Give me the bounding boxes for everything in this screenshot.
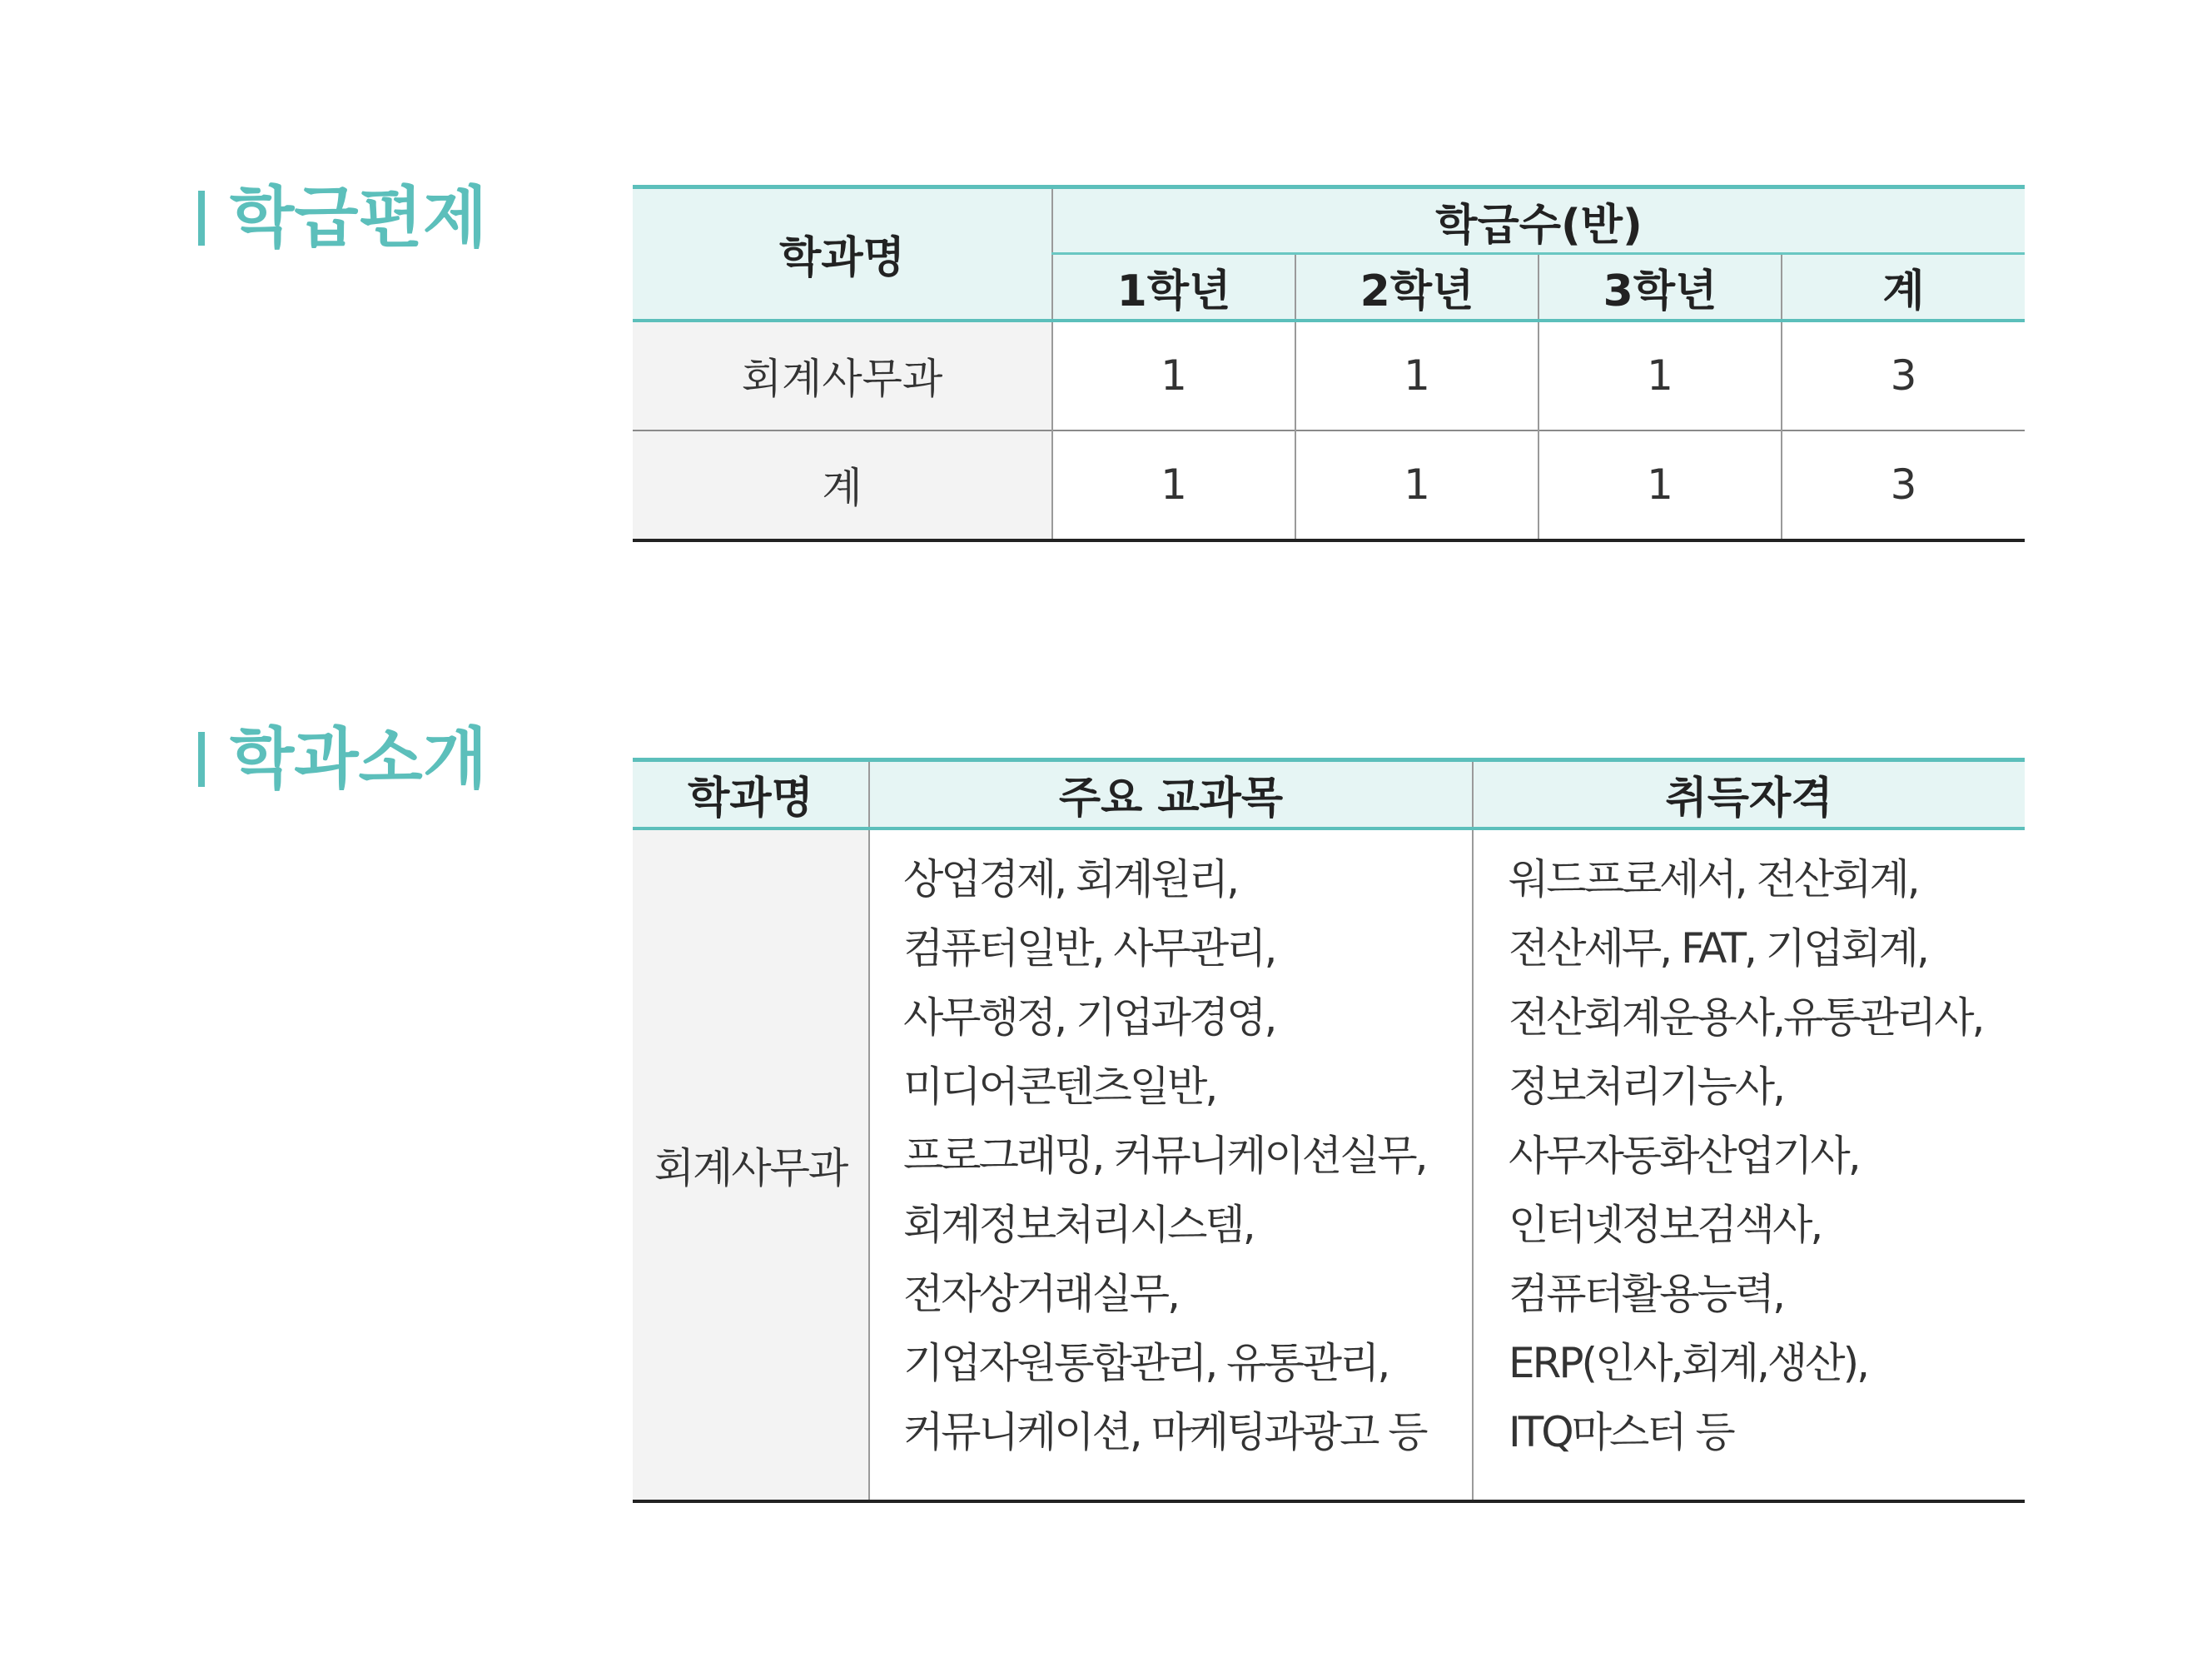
row-dept-name: 회계사무과 bbox=[633, 829, 869, 1501]
row-total-label: 계 bbox=[633, 430, 1052, 540]
section-title-class-organization bbox=[198, 179, 488, 256]
list-item: 커뮤니케이션, 마케팅과광고 등 bbox=[903, 1407, 1426, 1456]
list-item: 사무행정, 기업과경영, bbox=[903, 993, 1275, 1042]
table-row bbox=[633, 829, 2025, 1501]
list-item: 컴퓨터활용능력, bbox=[1509, 1269, 1783, 1318]
cell-grade-1: 1 bbox=[1052, 430, 1295, 540]
header-certs: 취득자격 bbox=[1473, 760, 2025, 829]
header-grade-3: 3학년 bbox=[1538, 254, 1782, 321]
section-title-text: 학과소개 bbox=[230, 720, 488, 798]
row-dept-name: 회계사무과 bbox=[633, 321, 1052, 430]
header-grade-1: 1학년 bbox=[1052, 254, 1295, 321]
list-item: 미디어콘텐츠일반, bbox=[903, 1062, 1216, 1111]
list-item: 컴퓨터일반, 사무관리, bbox=[903, 923, 1275, 973]
list-item: 전자상거래실무, bbox=[903, 1269, 1178, 1318]
table-header-row bbox=[633, 760, 2025, 829]
list-item: 상업경제, 회계원리, bbox=[903, 854, 1238, 903]
list-item: 사무자동화산업기사, bbox=[1509, 1131, 1859, 1180]
header-total: 계 bbox=[1782, 254, 2025, 321]
title-bar-marker bbox=[198, 732, 205, 787]
list-item: 인터넷정보검색사, bbox=[1509, 1200, 1822, 1249]
list-item: 전산세무, FAT, 기업회계, bbox=[1509, 923, 1927, 973]
list-item: 프로그래밍, 커뮤니케이션실무, bbox=[903, 1131, 1426, 1180]
cell-grade-1: 1 bbox=[1052, 321, 1295, 430]
header-subjects: 주요 교과목 bbox=[869, 760, 1473, 829]
cell-total: 3 bbox=[1782, 321, 2025, 430]
certs-cell bbox=[1473, 829, 2025, 1501]
table-row-total bbox=[633, 430, 2025, 540]
list-item: 워드프로세서, 전산회계, bbox=[1509, 854, 1918, 903]
list-item: ITQ마스터 등 bbox=[1509, 1407, 1733, 1456]
subjects-cell bbox=[869, 829, 1473, 1501]
subjects-list bbox=[870, 845, 1472, 1467]
section-title-text: 학급편제 bbox=[230, 179, 488, 256]
list-item: 정보처리기능사, bbox=[1509, 1062, 1783, 1111]
title-bar-marker bbox=[198, 191, 205, 246]
cell-grade-3: 1 bbox=[1538, 430, 1782, 540]
list-item: 회계정보처리시스템, bbox=[903, 1200, 1254, 1249]
certs-list bbox=[1474, 845, 2025, 1467]
header-dept: 학과명 bbox=[633, 187, 1052, 321]
cell-grade-2: 1 bbox=[1295, 321, 1538, 430]
class-organization-table bbox=[633, 185, 2025, 542]
header-grade-2: 2학년 bbox=[1295, 254, 1538, 321]
section-title-dept-intro bbox=[198, 720, 488, 798]
cell-grade-3: 1 bbox=[1538, 321, 1782, 430]
header-dept: 학과명 bbox=[633, 760, 869, 829]
cell-total: 3 bbox=[1782, 430, 2025, 540]
list-item: 전산회계운용사,유통관리사, bbox=[1509, 993, 1983, 1042]
cell-grade-2: 1 bbox=[1295, 430, 1538, 540]
dept-intro-table bbox=[633, 758, 2025, 1503]
list-item: ERP(인사,회계,생산), bbox=[1509, 1338, 1867, 1387]
table-header-row bbox=[633, 187, 2025, 254]
list-item: 기업자원통합관리, 유통관리, bbox=[903, 1338, 1389, 1387]
header-class-count: 학급수(반) bbox=[1052, 187, 2025, 254]
table-row bbox=[633, 321, 2025, 430]
